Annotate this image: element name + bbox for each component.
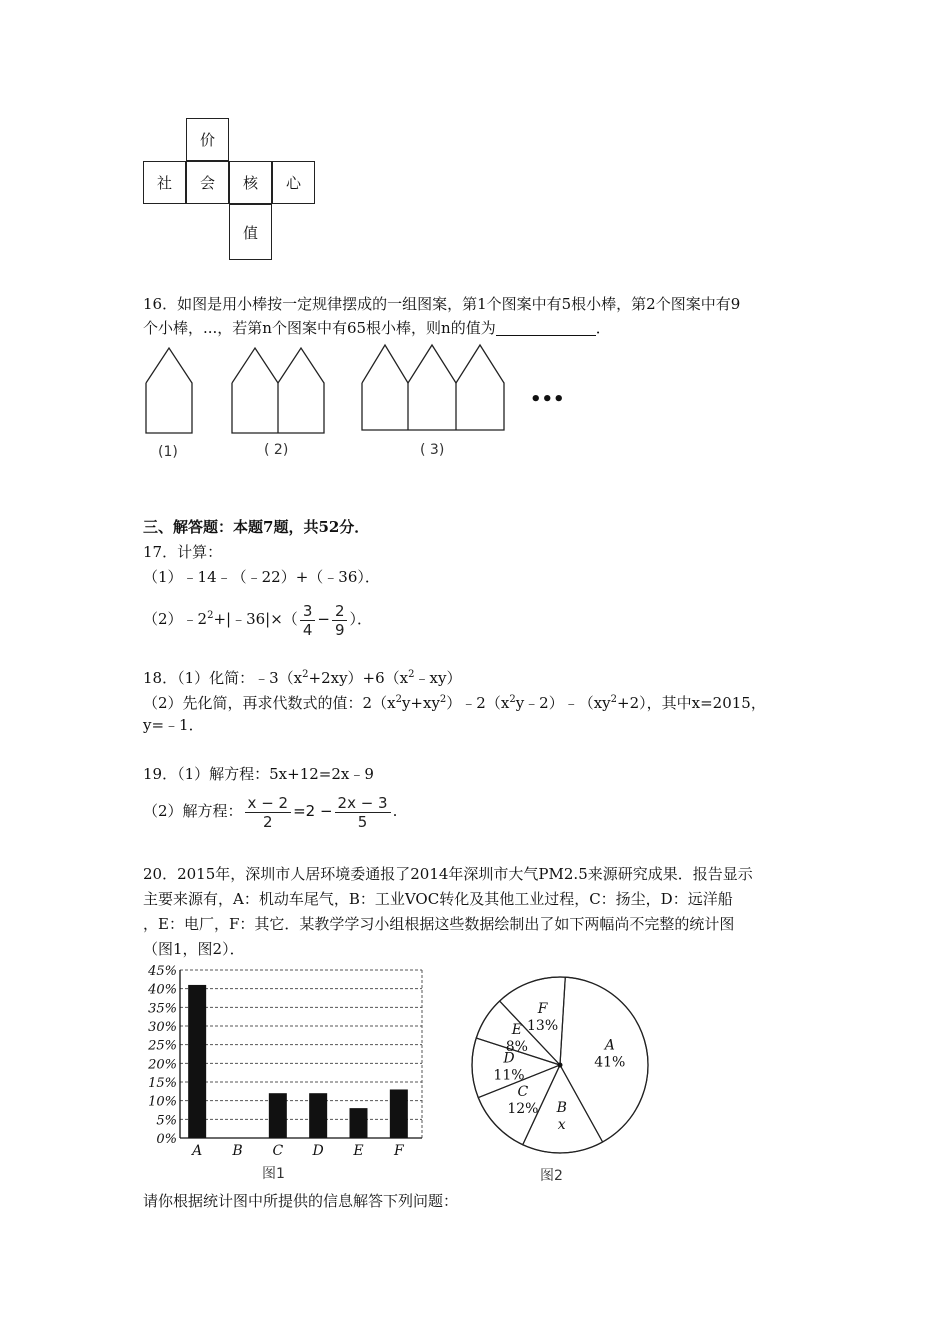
q17-part1: （1）﹣14﹣（﹣22）+（﹣36）．	[143, 568, 380, 586]
figure-2-label: ( 2)	[264, 442, 289, 458]
q18-part3: y=﹣1．	[143, 716, 204, 734]
q16-line1: 16．如图是用小棒按一定规律摆成的一组图案，第1个图案中有5根小棒，第2个图案中有9	[143, 295, 741, 313]
cube-net-cell-4: 心	[272, 161, 315, 204]
x-tick-label-A: A	[192, 1143, 203, 1159]
fraction-3-4: $\frac{3}{4}$	[300, 602, 316, 639]
answer-blank	[496, 319, 596, 336]
cube-net-top: 价	[186, 118, 229, 161]
y-tick-label: 15%	[148, 1076, 177, 1091]
pie-value-A: 41%	[594, 1054, 626, 1071]
pie-chart	[460, 970, 660, 1165]
cube-net-cell-1: 社	[143, 161, 186, 204]
q17-part2: $(2)﹣2^2+|﹣36|\times$（ $\frac{3}{4}$ − $\frac{2}{9}$ ）．	[143, 601, 372, 639]
q17-title: 17．计算：	[143, 543, 223, 561]
y-tick-label: 0%	[156, 1132, 177, 1147]
q20-line3: ，E：电厂，F：其它．某教学学习小组根据这些数据绘制出了如下两幅尚不完整的统计图	[143, 915, 735, 933]
bar-D	[309, 1093, 327, 1138]
q18-part2: （2）先化简，再求代数式的值：$2(x^2y+xy^2)﹣2(x^2y﹣2)﹣(xy^2+2)$，其中x=2015，	[143, 694, 766, 712]
q19-part1: 19．（1）解方程：5x+12=2x﹣9	[143, 765, 374, 783]
y-tick-label: 10%	[148, 1094, 177, 1110]
pie-value-B: x	[557, 1117, 566, 1134]
x-tick-label-F: F	[393, 1143, 404, 1159]
y-tick-label: 40%	[148, 982, 177, 998]
pie-value-E: 8%	[505, 1038, 528, 1055]
x-tick-label-E: E	[353, 1143, 364, 1159]
cube-net-cell-2: 会	[186, 161, 229, 204]
pie-letter-B: B	[556, 1100, 567, 1117]
y-tick-label: 5%	[156, 1113, 177, 1129]
q16-line2: 个小棒，...，若第n个图案中有65根小棒，则n的值为 ．	[143, 319, 611, 337]
fraction-x-2: $\frac{x - 2}{2}$	[245, 794, 292, 831]
figure-1-house	[146, 348, 192, 433]
pie-value-F: 13%	[527, 1018, 559, 1035]
pie-letter-A: A	[604, 1037, 615, 1054]
fraction-2-9: $\frac{2}{9}$	[332, 602, 348, 639]
matchstick-figures	[140, 340, 580, 440]
fig1-caption: 图1	[262, 1166, 285, 1182]
q19-part2: （2）解方程： $\frac{x - 2}{2}$ =2 − $\frac{2x - 3}{5}$ .	[143, 793, 398, 831]
bar-chart	[140, 960, 440, 1165]
pie-letter-C: C	[517, 1084, 529, 1101]
pie-center	[558, 1063, 563, 1068]
pie-value-D: 11%	[493, 1067, 525, 1084]
section-heading: 三、解答题：本题7题，共52分．	[143, 518, 370, 536]
q20-line4: （图1，图2）．	[143, 940, 245, 958]
pie-letter-F: F	[537, 1001, 548, 1018]
figure-1-label: (1)	[158, 444, 178, 460]
bar-E	[350, 1108, 368, 1138]
q20-line1: 20．2015年，深圳市人居环境委通报了2014年深圳市大气PM2.5来源研究成果．报告显示	[143, 865, 753, 883]
figure-3-label: ( 3)	[420, 442, 445, 458]
bar-F	[390, 1089, 408, 1138]
cube-net-cell-3: 核	[229, 161, 272, 204]
pie-letter-D: D	[503, 1050, 515, 1067]
figure-3-houses	[362, 345, 504, 430]
q18-part1: 18．（1）化简：$﹣3(x^2+2xy)+6(x^2﹣xy)$	[143, 669, 462, 687]
bar-C	[269, 1093, 287, 1138]
pie-letter-E: E	[511, 1021, 522, 1038]
x-tick-label-D: D	[312, 1143, 324, 1159]
y-tick-label: 20%	[148, 1057, 177, 1073]
y-tick-label: 30%	[148, 1020, 177, 1035]
y-tick-label: 45%	[148, 964, 177, 979]
figure-ellipsis: •••	[530, 389, 565, 410]
fraction-2x-3: $\frac{2x - 3}{5}$	[335, 794, 391, 831]
x-tick-label-B: B	[232, 1143, 243, 1159]
fig2-caption: 图2	[540, 1168, 563, 1184]
q20-question: 请你根据统计图中所提供的信息解答下列问题：	[143, 1192, 459, 1210]
q20-line2: 主要来源有，A：机动车尾气，B：工业VOC转化及其他工业过程，C：扬尘，D：远洋船	[143, 890, 733, 908]
bar-A	[188, 985, 206, 1138]
y-tick-label: 25%	[148, 1038, 177, 1054]
y-tick-label: 35%	[148, 1001, 177, 1017]
pie-value-C: 12%	[507, 1101, 539, 1118]
cube-net-bottom: 值	[229, 204, 272, 260]
x-tick-label-C: C	[272, 1143, 284, 1159]
